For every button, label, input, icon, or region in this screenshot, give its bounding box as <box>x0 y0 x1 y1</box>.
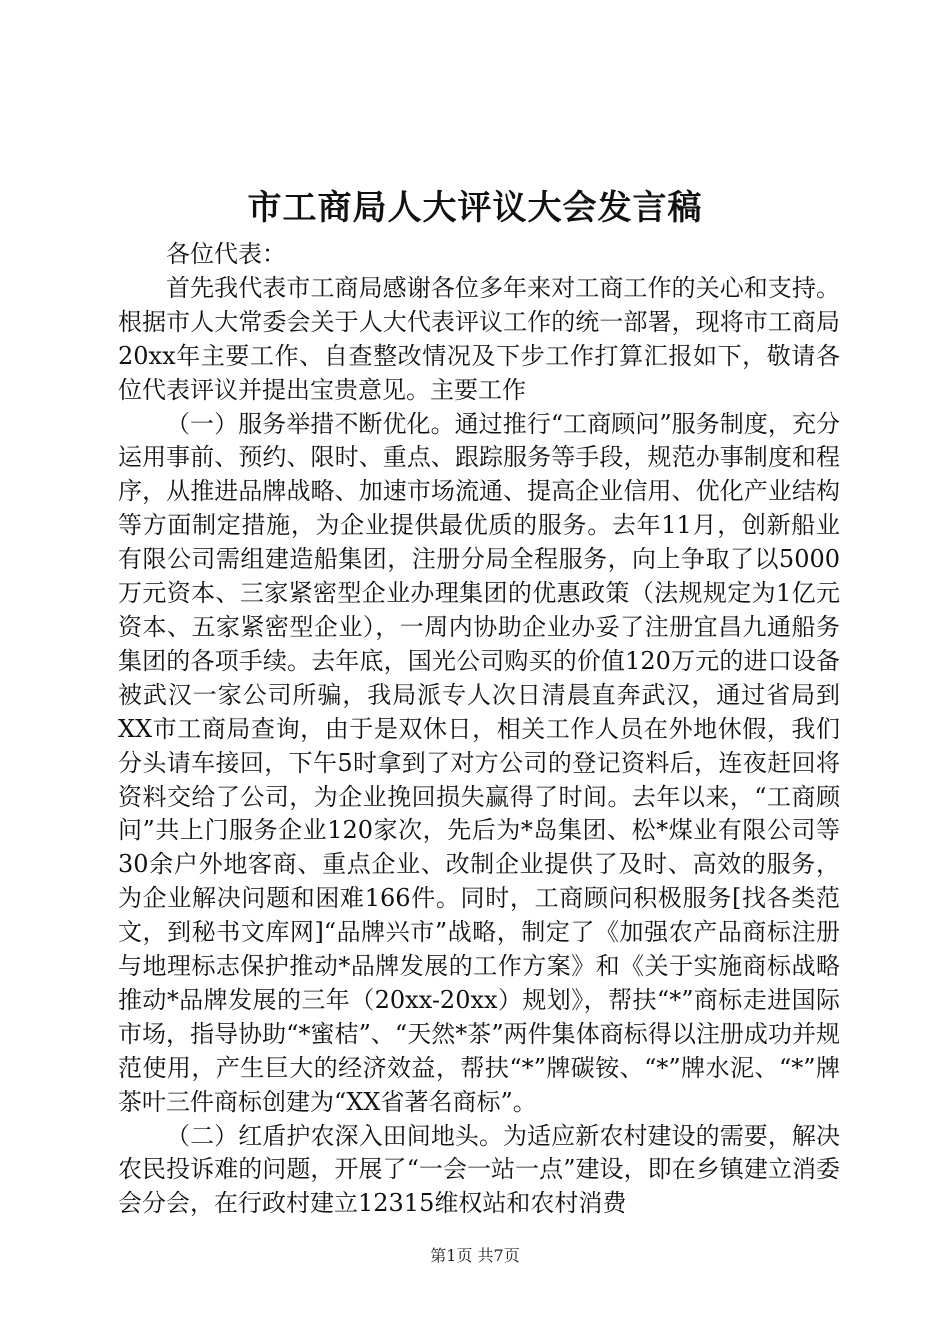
document-title: 市工商局人大评议大会发言稿 <box>247 188 703 228</box>
paragraph-agriculture: （二）红盾护农深入田间地头。为适应新农村建设的需要，解决农民投诉难的问题，开展了“一会一站一点”建设，即在乡镇建立消委会分会，在行政村建立12315维权站和农村消费 <box>118 1121 840 1218</box>
document-body <box>118 238 840 1221</box>
page-number: 第1页 共7页 <box>430 1246 520 1265</box>
salutation: 各位代表： <box>166 240 286 268</box>
paragraph-service: （一）服务举措不断优化。通过推行“工商顾问”服务制度，充分运用事前、预约、限时、重点、跟踪服务等手段，规范办事制度和程序，从推进品牌战略、加速市场流通、提高企业信用、优化产业结构等方面制定措施，为企业提供最优质的服务。去年11月，创新船业有限公司需组建造船集团，注册分局全程服务，向上争取了以5000万元资本、三家紧密型企业办理集团的优惠政策（法规规定为1亿元资本、五家紧密型企业），一周内协助企业办妥了注册宜昌九通船务集团的各项手续。去年底，国光公司购买的价值120万元的进口设备被武汉一家公司所骗，我局派专人次日清晨直奔武汉，通过省局到XX市工商局查询，由于是双休日，相关工作人员在外地休假，我们分头请车接回，下午5时拿到了对方公司的登记资料后，连夜赶回将资料交给了公司，为企业挽回损失赢得了时间。去年以来，“工商顾问”共上门服务企业120家次，先后为*岛集团、松*煤业有限公司等30余户外地客商、重点企业、改制企业提供了及时、高效的服务，为企业解决问题和困难166件。同时，工商顾问积极服务[找各类范文，到秘书文库网]“品牌兴市”战略，制定了《加强农产品商标注册与地理标志保护推动*品牌发展的工作方案》和《关于实施商标战略推动*品牌发展的三年（20xx-20xx）规划》，帮扶“*”商标走进国际市场，指导协助“*蜜桔”、“天然*茶”两件集体商标得以注册成功并规范使用，产生巨大的经济效益，帮扶“*”牌碳铵、“*”牌水泥、“*”牌茶叶三件商标创建为“XX省著名商标”。 <box>118 409 840 1116</box>
paragraph-intro: 首先我代表市工商局感谢各位多年来对工商工作的关心和支持。根据市人大常委会关于人大代表评议工作的统一部署，现将市工商局20xx年主要工作、自查整改情况及下步工作打算汇报如下，敬请各位代表评议并提出宝贵意见。主要工作 <box>118 273 840 404</box>
